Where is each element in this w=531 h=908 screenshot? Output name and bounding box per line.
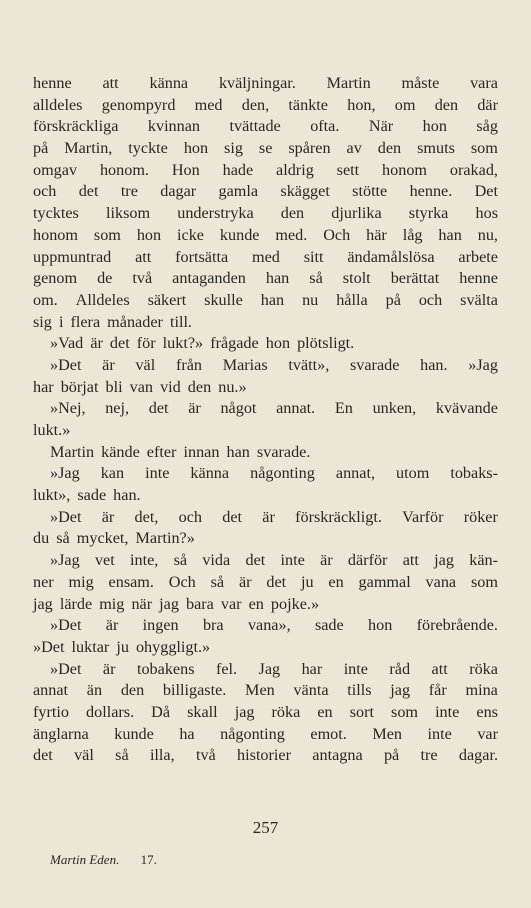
body-text <box>33 73 498 767</box>
text-line: du så mycket, Martin?» <box>33 529 195 548</box>
text-line: »Vad är det för lukt?» frågade hon plötsligt. <box>50 334 355 353</box>
text-line: uppmuntrad att fortsätta med sitt ändamålslösa arbete <box>33 247 498 266</box>
text-line: »Det är ingen bra vana», sade hon förebrående. <box>50 616 498 635</box>
text-line: lukt.» <box>33 421 71 439</box>
text-line: genom de två antaganden han så stolt berättat henne <box>33 269 498 288</box>
page-number: 257 <box>252 818 279 837</box>
text-line: lukt», sade han. <box>33 486 141 505</box>
text-line: sig i flera månader till. <box>33 312 192 331</box>
text-line: förskräckliga kvinnan tvättade ofta. När hon såg <box>33 117 498 136</box>
text-line: alldeles genompyrd med den, tänkte hon, om den där <box>33 95 498 114</box>
signature-title: Martin Eden. <box>50 852 120 867</box>
text-line: Martin kände efter innan han svarade. <box>50 442 311 461</box>
text-line: ner mig ensam. Och så är det ju en gammal vana som <box>33 572 498 591</box>
text-line: det väl så illa, två historier antagna på tre dagar. <box>33 746 498 765</box>
text-line: henne att känna kväljningar. Martin måste vara <box>33 74 498 92</box>
text-line: »Jag kan inte känna någonting annat, utom tobaks- <box>50 464 498 483</box>
text-line: på Martin, tyckte hon sig se spåren av den smuts som <box>33 139 498 158</box>
text-line: och det tre dagar gamla skägget stötte henne. Det <box>33 182 498 201</box>
text-line: »Det är det, och det är förskräckligt. Varför röker <box>50 507 498 526</box>
text-line: honom som hon icke kunde med. Och här låg han nu, <box>33 225 498 244</box>
text-line: om. Alldeles säkert skulle han nu hålla på och svälta <box>33 290 498 309</box>
signature-number: 17. <box>140 852 157 867</box>
text-line: »Det är väl från Marias tvätt», svarade han. »Jag <box>50 355 498 374</box>
text-line: »Nej, nej, det är något annat. En unken, kvävande <box>50 399 498 418</box>
text-line: annat än den billigaste. Men vänta tills jag får mina <box>33 681 498 700</box>
text-line: har börjat bli van vid den nu.» <box>33 377 247 396</box>
text-line: »Det luktar ju ohyggligt.» <box>33 637 211 656</box>
text-line: omgav honom. Hon hade aldrig sett honom orakad, <box>33 160 498 179</box>
text-line: fyrtio dollars. Då skall jag röka en sort som inte ens <box>33 702 498 721</box>
printer-signature <box>50 852 157 868</box>
text-line: änglarna kunde ha någonting emot. Men inte var <box>33 724 498 743</box>
text-line: jag lärde mig när jag bara var en pojke.» <box>33 594 320 613</box>
text-line: »Det är tobakens fel. Jag har inte råd att röka <box>50 659 498 678</box>
text-line: tycktes liksom understryka den djurlika styrka hos <box>33 204 498 223</box>
text-line: »Jag vet inte, så vida det inte är därför att jag kän- <box>50 551 498 570</box>
